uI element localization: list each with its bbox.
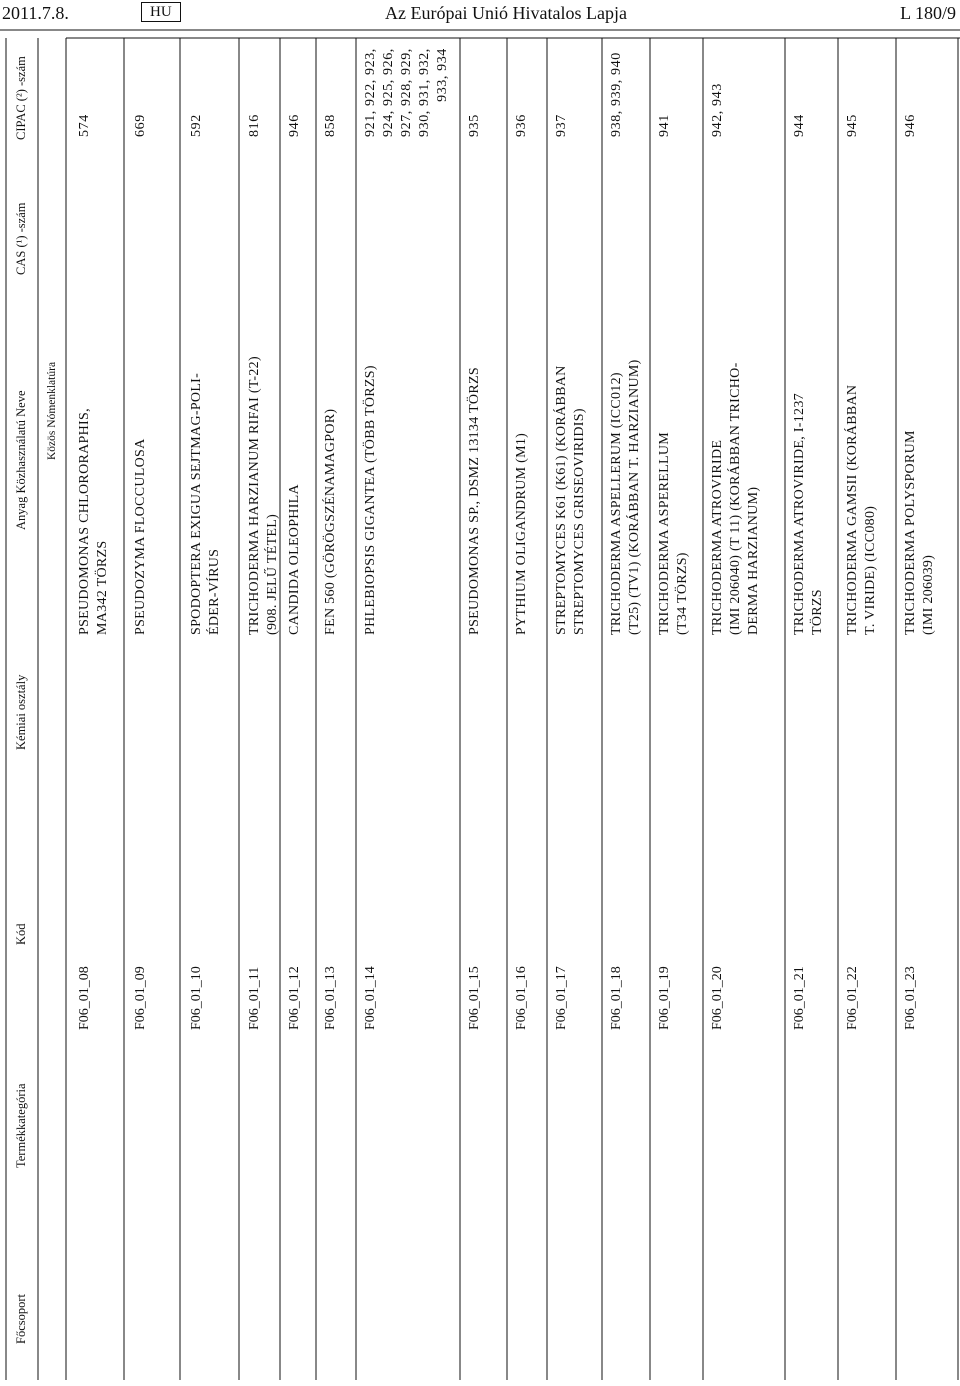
row-common-name: PSEUDOMONAS CHLORORAPHIS, MA342 TÖRZS: [77, 408, 110, 635]
row-cipac: 669: [133, 114, 148, 137]
row-common-name: STREPTOMYCES K61 (K61) (KORÁBBAN STREPTOMYCES GRISEOVIRIDIS): [554, 365, 587, 635]
row-code: F06_01_13: [323, 966, 338, 1030]
row-cipac: 942, 943: [710, 83, 725, 137]
row-cipac: 858: [323, 114, 338, 137]
row-cipac: 946: [287, 114, 302, 137]
publication-date: 2011.7.8.: [2, 3, 69, 23]
row-code: F06_01_21: [792, 966, 807, 1030]
row-common-name: CANDIDA OLEOPHILA: [287, 484, 302, 635]
row-common-name: PSEUDOMONAS SP., DSMZ 13134 TÖRZS: [467, 367, 482, 635]
col-header-kemiai-osztaly: Kémiai osztály: [14, 674, 28, 750]
row-code: F06_01_08: [77, 966, 92, 1030]
row-cipac: 938, 939, 940: [609, 52, 624, 137]
row-code: F06_01_12: [287, 966, 302, 1030]
row-common-name: TRICHODERMA ATROVIRIDE, I-1237 TÖRZS: [792, 393, 825, 635]
row-common-name: FEN 560 (GÖRÖGSZÉNAMAGPOR): [323, 408, 338, 635]
row-common-name: TRICHODERMA ATROVIRIDE (IMI 206040) (T 11) (KORÁBBAN TRICHO- DERMA HARZIANUM): [710, 362, 761, 635]
row-cipac: 816: [247, 114, 262, 137]
row-common-name: TRICHODERMA HARZIANUM RIFAI (T-22) (908. JELŰ TÉTEL): [247, 356, 280, 635]
page-number: L 180/9: [900, 3, 956, 23]
row-common-name: PSEUDOZYMA FLOCCULOSA: [133, 438, 148, 635]
col-header-cipac: CIPAC (²) -szám: [14, 56, 28, 140]
row-cipac: 941: [657, 114, 672, 137]
row-common-name: SPODOPTERA EXIGUA SEJTMAG-POLI- ÉDER-VÍRUS: [189, 372, 222, 635]
row-cipac: 937: [554, 114, 569, 137]
row-code: F06_01_20: [710, 966, 725, 1030]
row-cipac: 945: [845, 114, 860, 137]
row-code: F06_01_10: [189, 966, 204, 1030]
col-header-termekkategoria: Termékkategória: [14, 1083, 28, 1168]
row-code: F06_01_14: [363, 966, 378, 1030]
row-code: F06_01_09: [133, 966, 148, 1030]
language-badge: HU: [141, 2, 181, 22]
row-common-name: PHLEBIOPSIS GIGANTEA (TÖBB TÖRZS): [363, 365, 378, 635]
row-cipac: 935: [467, 114, 482, 137]
journal-title: Az Európai Unió Hivatalos Lapja: [385, 3, 627, 23]
col-header-cas: CAS (¹) -szám: [14, 202, 28, 275]
row-cipac: 574: [77, 114, 92, 137]
row-common-name: TRICHODERMA ASPERELLUM (T34 TÖRZS): [657, 431, 690, 635]
row-code: F06_01_11: [247, 966, 262, 1030]
row-code: F06_01_22: [845, 966, 860, 1030]
row-code: F06_01_17: [554, 966, 569, 1030]
row-code: F06_01_18: [609, 966, 624, 1030]
row-common-name: TRICHODERMA GAMSII (KORÁBBAN T. VIRIDE) (ICC080): [845, 384, 878, 635]
row-cipac: 936: [514, 114, 529, 137]
col-header-kod: Kód: [14, 923, 28, 945]
row-cipac: 921, 922, 923, 924, 925, 926, 927, 928, 929, 930, 931, 932, 933, 934: [363, 48, 450, 137]
row-common-name: PYTHIUM OLIGANDRUM (M1): [514, 432, 529, 635]
row-cipac: 946: [903, 114, 918, 137]
row-code: F06_01_19: [657, 966, 672, 1030]
col-header-anyag-neve: Anyag Közhasználatú Neve: [14, 390, 28, 530]
row-cipac: 944: [792, 114, 807, 137]
row-code: F06_01_15: [467, 966, 482, 1030]
row-cipac: 592: [189, 114, 204, 137]
row-code: F06_01_16: [514, 966, 529, 1030]
row-common-name: TRICHODERMA ASPELLERUM (ICC012) (T25) (TV1) (KORÁBBAN T. HARZIANUM): [609, 359, 642, 635]
row-code: F06_01_23: [903, 966, 918, 1030]
row-common-name: TRICHODERMA POLYSPORUM (IMI 206039): [903, 430, 936, 635]
nomenclature-subheader: Közös Nómenklatúra: [46, 361, 58, 460]
col-header-focsoport: Főcsoport: [14, 1294, 28, 1344]
